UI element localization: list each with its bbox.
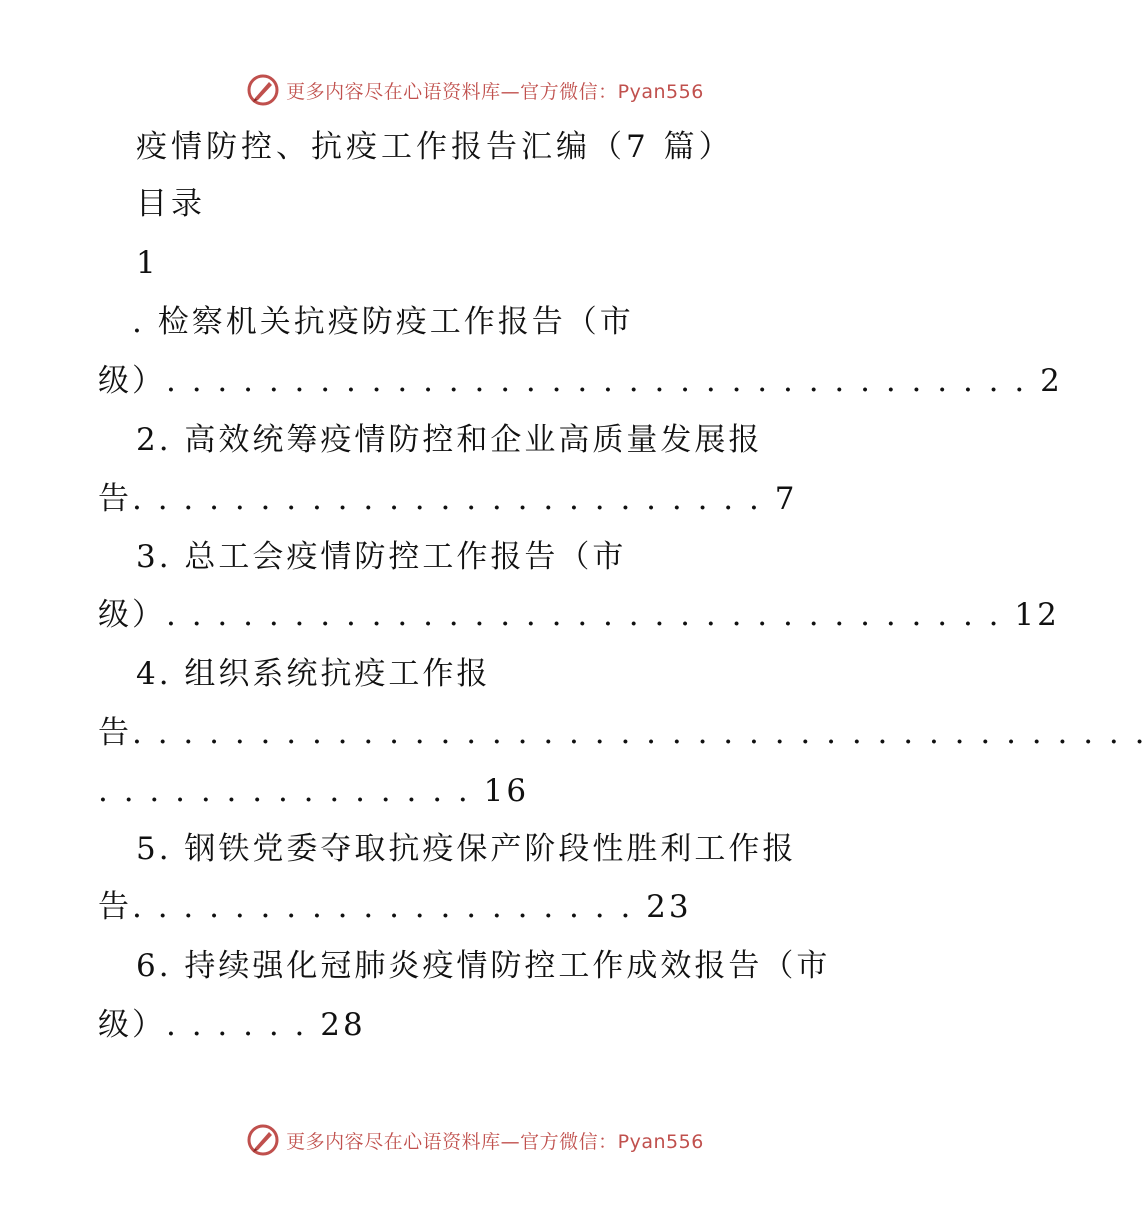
toc-line: 4. 组织系统抗疫工作报	[136, 656, 491, 692]
toc-heading: 目录	[136, 186, 206, 222]
header-banner	[0, 70, 950, 110]
toc-line: . 检察机关抗疫防疫工作报告（市	[132, 304, 634, 340]
toc-line: 1	[136, 245, 159, 281]
header-banner-text: 更多内容尽在心语资料库—官方微信：Pyan556	[286, 80, 704, 103]
document-title: 疫情防控、抗疫工作报告汇编（7 篇）	[136, 129, 734, 165]
toc-line: 告. . . . . . . . . . . . . . . . . . . . 23	[98, 889, 692, 925]
quill-pen-logo-icon	[246, 1123, 280, 1157]
toc-line: 级）. . . . . . . . . . . . . . . . . . . . . . . . . . . . . . . . . . 2	[98, 363, 1063, 399]
quill-pen-logo-icon	[246, 73, 280, 107]
toc-line: . . . . . . . . . . . . . . . 16	[98, 773, 530, 809]
toc-line: 告. . . . . . . . . . . . . . . . . . . . . . . . . . . . . . . . . . . . . . . .	[98, 715, 1147, 751]
toc-line: 5. 钢铁党委夺取抗疫保产阶段性胜利工作报	[136, 831, 797, 867]
toc-line: 3. 总工会疫情防控工作报告（市	[136, 539, 627, 575]
toc-line: 6. 持续强化冠肺炎疫情防控工作成效报告（市	[136, 948, 831, 984]
toc-line: 级）. . . . . . 28	[98, 1007, 366, 1043]
footer-banner	[0, 1120, 950, 1160]
toc-line: 告. . . . . . . . . . . . . . . . . . . . . . . . . 7	[98, 481, 798, 517]
toc-line: 2. 高效统筹疫情防控和企业高质量发展报	[136, 422, 763, 458]
toc-line: 级）. . . . . . . . . . . . . . . . . . . . . . . . . . . . . . . . . 12	[98, 597, 1060, 633]
footer-banner-text: 更多内容尽在心语资料库—官方微信：Pyan556	[286, 1130, 704, 1153]
